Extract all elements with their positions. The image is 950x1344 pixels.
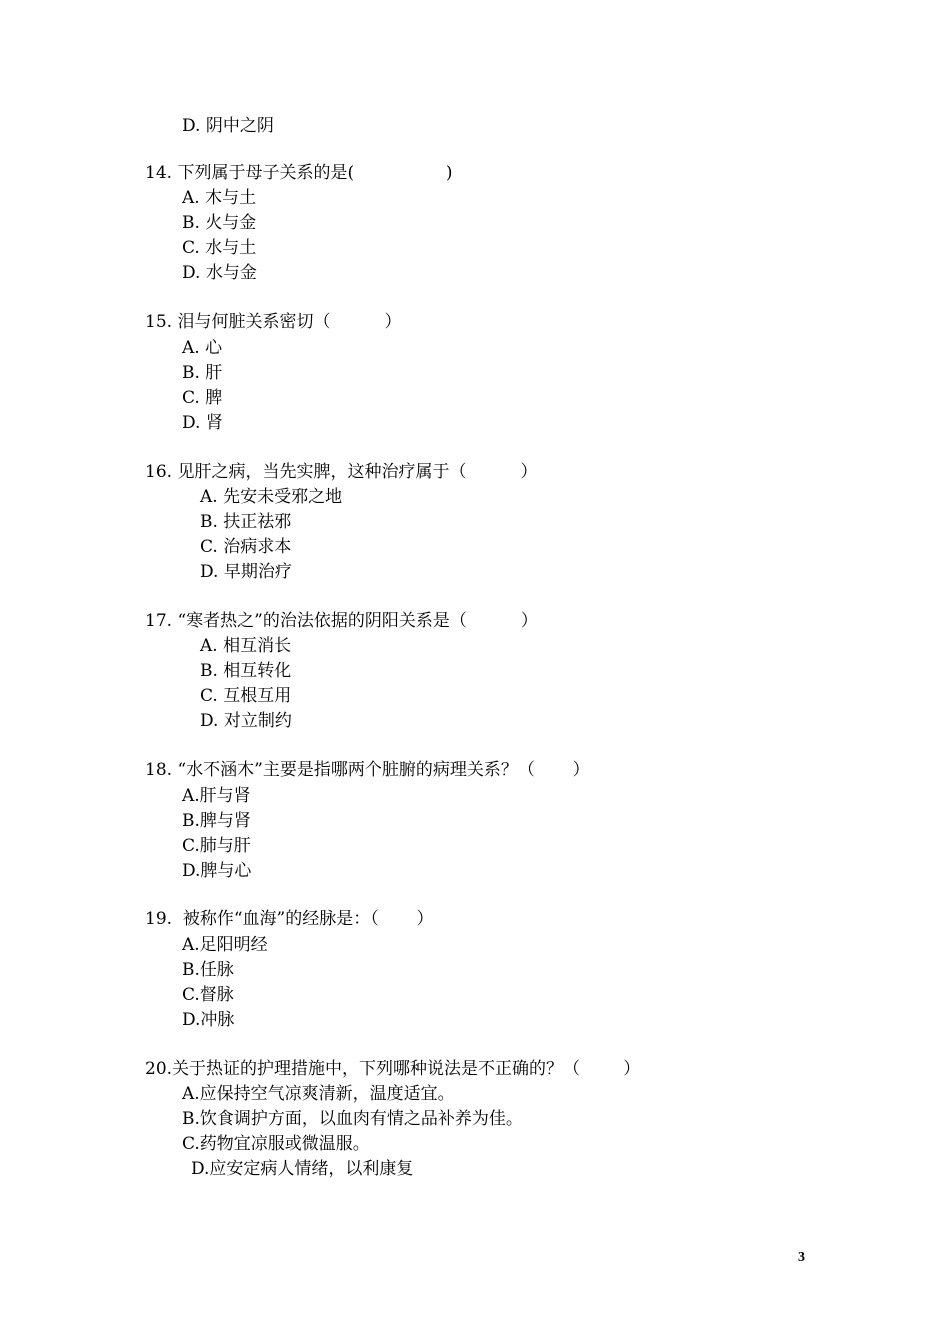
option-14-b: B. 火与金 bbox=[182, 213, 257, 233]
option-17-c: C. 互根互用 bbox=[200, 686, 292, 706]
question-20: 20.关于热证的护理措施中，下列哪种说法是不正确的？（ ） bbox=[145, 1059, 641, 1079]
option-15-a: A. 心 bbox=[182, 338, 223, 358]
option-16-a: A. 先安未受邪之地 bbox=[200, 487, 343, 507]
option-20-b: B.饮食调护方面，以血肉有情之品补养为佳。 bbox=[182, 1109, 523, 1129]
option-19-d: D.冲脉 bbox=[182, 1010, 235, 1030]
option-19-a: A.足阳明经 bbox=[182, 935, 268, 955]
option-18-d: D.脾与心 bbox=[182, 861, 252, 881]
question-17: 17. “寒者热之”的治法依据的阴阳关系是（ ） bbox=[145, 611, 538, 631]
option-20-a: A.应保持空气凉爽清新，温度适宜。 bbox=[182, 1084, 455, 1104]
option-15-c: C. 脾 bbox=[182, 388, 223, 408]
option-15-d: D. 肾 bbox=[182, 413, 223, 433]
option-14-c: C. 水与土 bbox=[182, 238, 257, 258]
option-20-d: D.应安定病人情绪，以利康复 bbox=[191, 1159, 414, 1179]
option-16-d: D. 早期治疗 bbox=[200, 562, 292, 582]
question-14: 14. 下列属于母子关系的是( ) bbox=[145, 163, 453, 183]
question-19: 19. 被称作“血海”的经脉是：（ ） bbox=[145, 909, 434, 929]
option-16-b: B. 扶正祛邪 bbox=[200, 512, 292, 532]
option-18-a: A.肝与肾 bbox=[182, 786, 251, 806]
option-15-b: B. 肝 bbox=[182, 363, 223, 383]
option-17-d: D. 对立制约 bbox=[200, 711, 292, 731]
option-18-b: B.脾与肾 bbox=[182, 811, 251, 831]
option-17-a: A. 相互消长 bbox=[200, 636, 292, 656]
option-14-d: D. 水与金 bbox=[182, 263, 257, 283]
question-16: 16. 见肝之病，当先实脾，这种治疗属于（ ） bbox=[145, 462, 538, 482]
option-20-c: C.药物宜凉服或微温服。 bbox=[182, 1134, 370, 1154]
option-14-a: A. 木与土 bbox=[182, 188, 257, 208]
option-16-c: C. 治病求本 bbox=[200, 537, 292, 557]
page-number: 3 bbox=[798, 1250, 805, 1265]
question-18: 18. “水不涵木”主要是指哪两个脏腑的病理关系？（ ） bbox=[145, 760, 590, 780]
option-19-b: B.任脉 bbox=[182, 960, 234, 980]
option-17-b: B. 相互转化 bbox=[200, 661, 292, 681]
question-15: 15. 泪与何脏关系密切（ ） bbox=[145, 312, 402, 332]
option-18-c: C.肺与肝 bbox=[182, 836, 251, 856]
option-19-c: C.督脉 bbox=[182, 985, 234, 1005]
option-13-d: D. 阴中之阴 bbox=[182, 116, 274, 136]
